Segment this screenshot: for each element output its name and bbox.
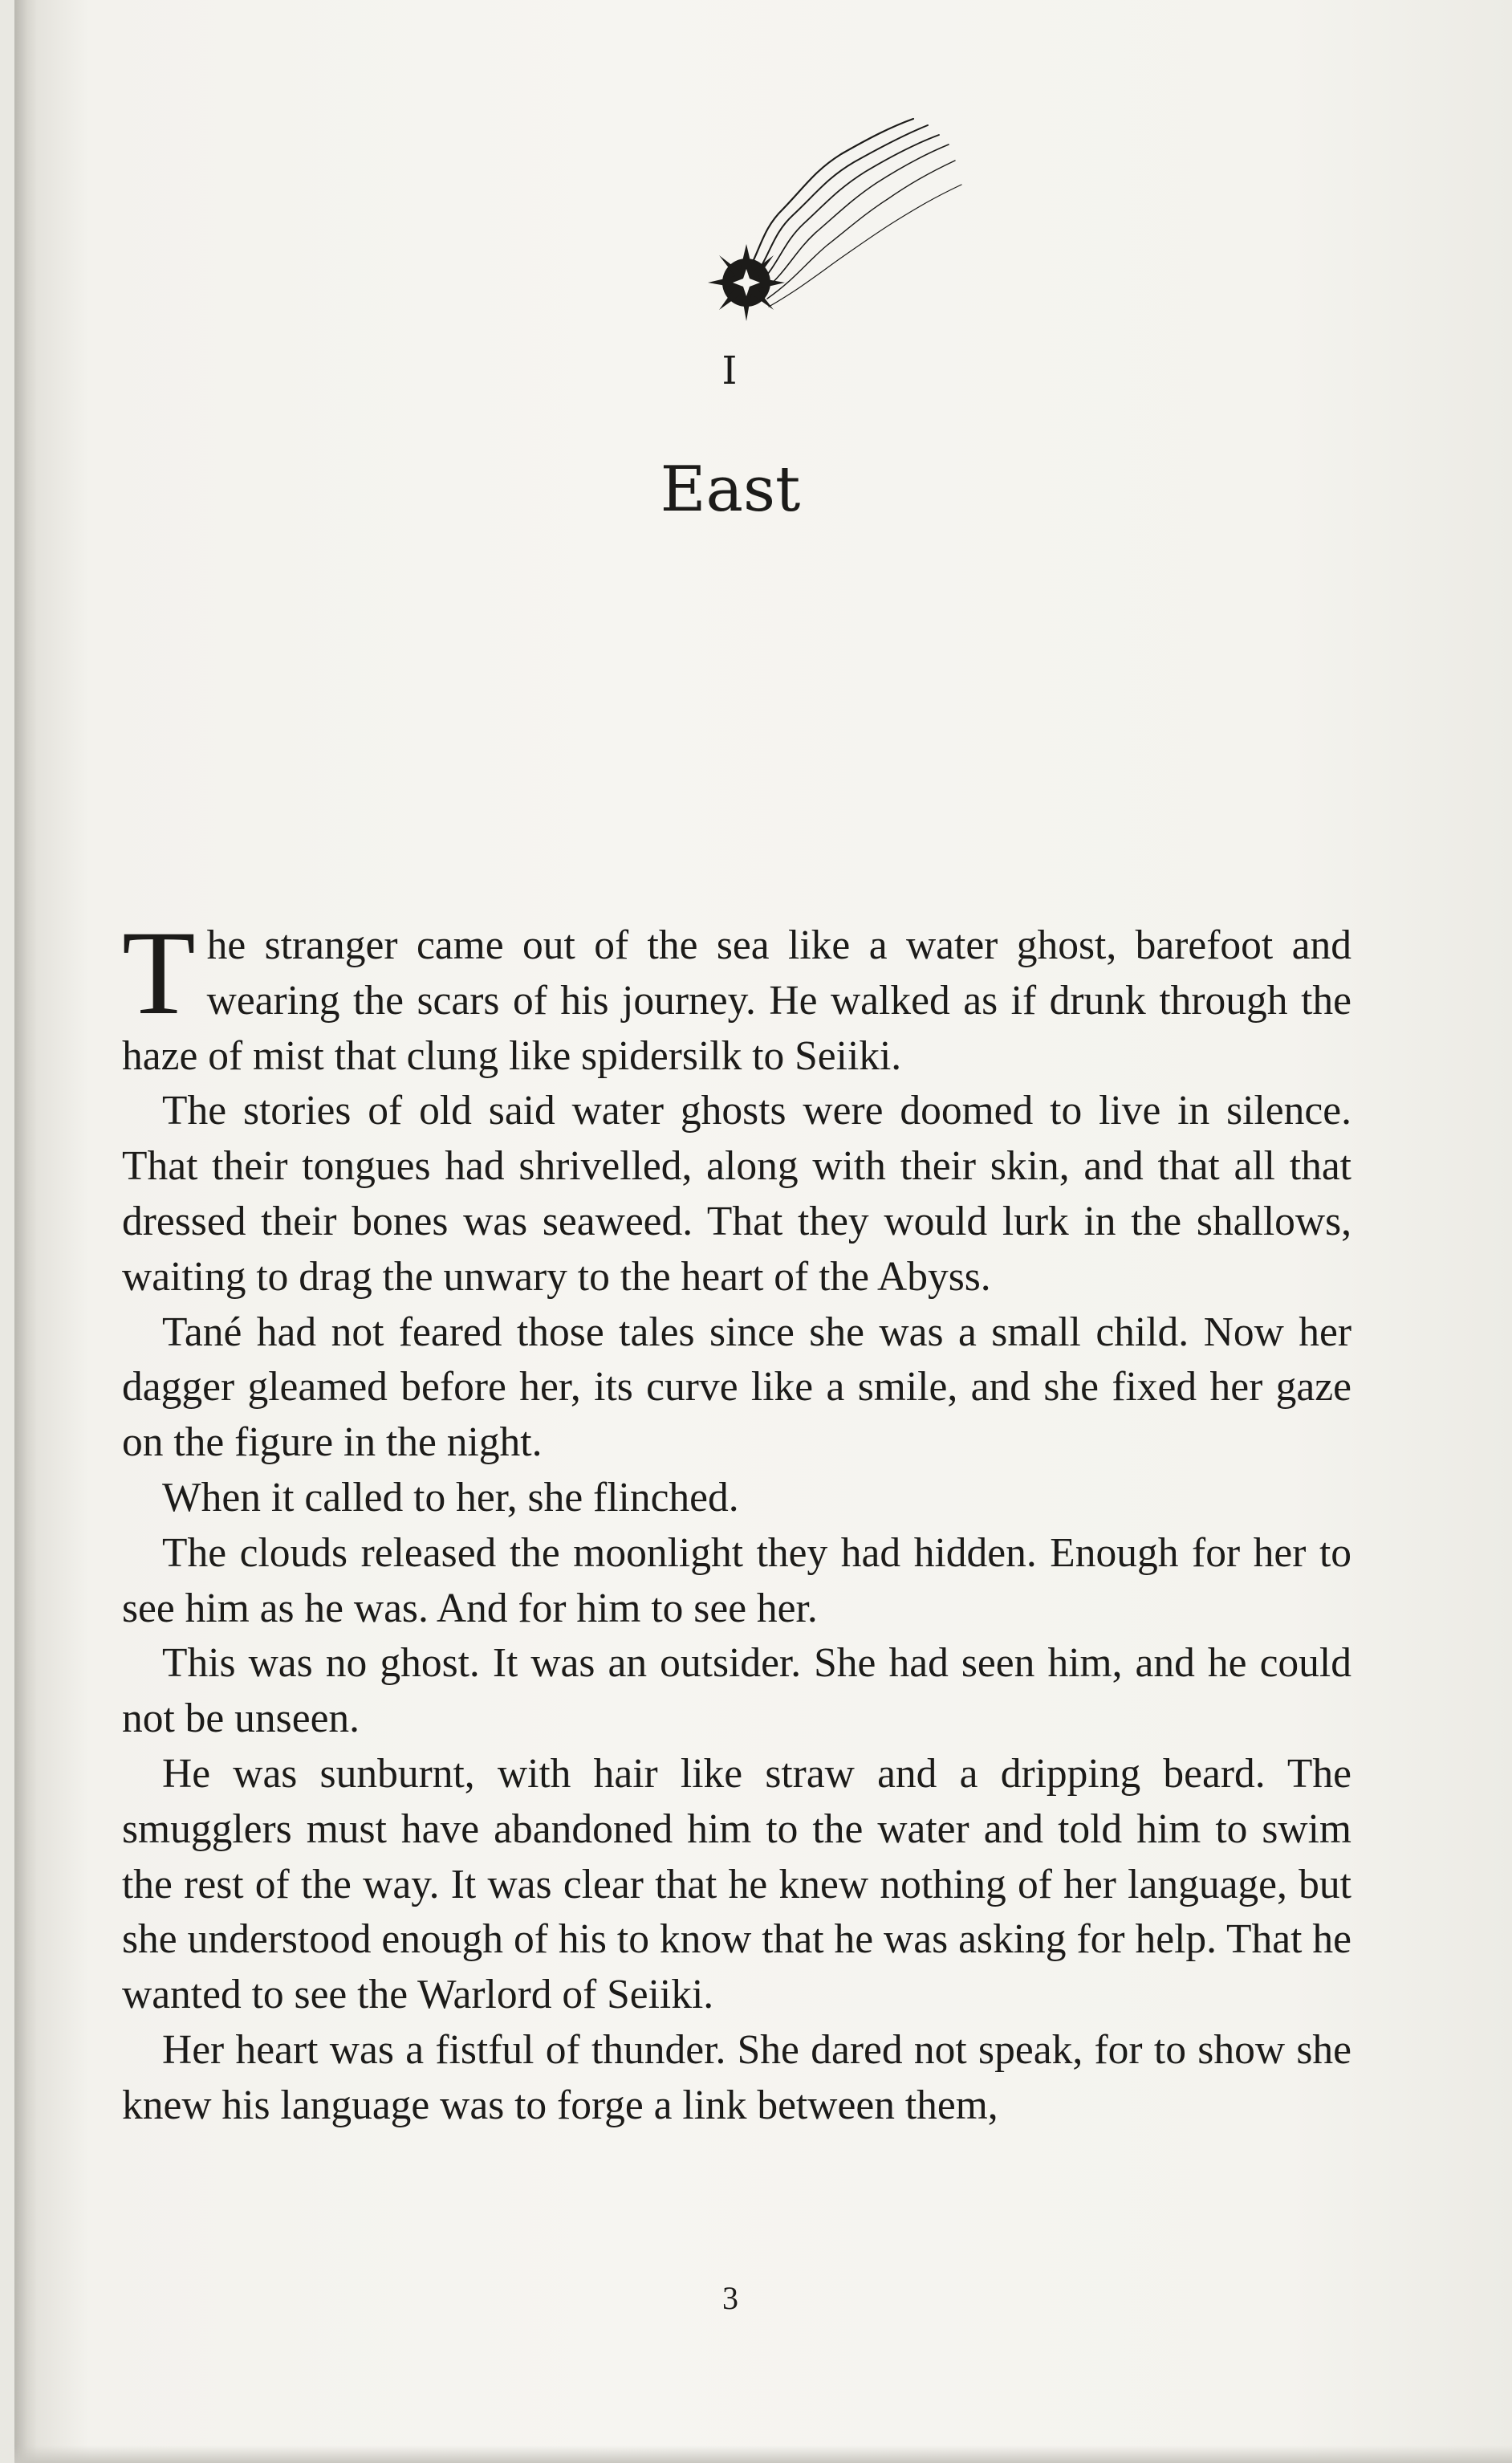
chapter-title: East: [660, 454, 801, 526]
paragraph: He was sunburnt, with hair like straw and a dripping beard. The smugglers must have abandoned him to the water and told him to swim the rest of the way. It was clear that he knew nothing of her language, but she understood enough of his to know that he was asking for help. That he wanted to see the Warlord of Seiiki.: [122, 1750, 1351, 2018]
paragraph: Tané had not feared those tales since she was a small child. Now her dagger gleamed before her, its curve like a smile, and she fixed her gaze on the figure in the night.: [122, 1309, 1351, 1466]
paragraph-text: he stranger came out of the sea like a water ghost, barefoot and wearing the scars of his journey. He walked as if drunk through the haze of mist that clung like spidersilk to Seiiki.: [122, 922, 1351, 1079]
page-bottom-edge: [14, 2445, 1512, 2463]
paragraph: This was no ghost. It was an outsider. She had seen him, and he could not be unseen.: [122, 1640, 1351, 1742]
book-page: [14, 0, 1512, 2463]
spine-shadow: [14, 0, 37, 2463]
paragraph: When it called to her, she flinched.: [162, 1474, 739, 1521]
chapter-body: [122, 906, 1351, 2134]
paragraph: The clouds released the moonlight they had hidden. Enough for her to see him as he was. And for him to see her.: [122, 1529, 1351, 1631]
drop-cap: T: [122, 906, 196, 1040]
paragraph: Her heart was a fistful of thunder. She dared not speak, for to show she knew his language was to forge a link between them,: [122, 2026, 1351, 2128]
chapter-number: I: [721, 348, 739, 393]
shooting-star-icon: [673, 96, 978, 329]
paragraph: The stories of old said water ghosts were doomed to live in silence. That their tongues had shrivelled, along with their skin, and that all that dressed their bones was seaweed. That they would lurk in the shallows, waiting to drag the unwary to the heart of the Abyss.: [122, 1088, 1351, 1300]
page-number: 3: [722, 2280, 738, 2316]
paragraph: [122, 906, 1351, 1084]
